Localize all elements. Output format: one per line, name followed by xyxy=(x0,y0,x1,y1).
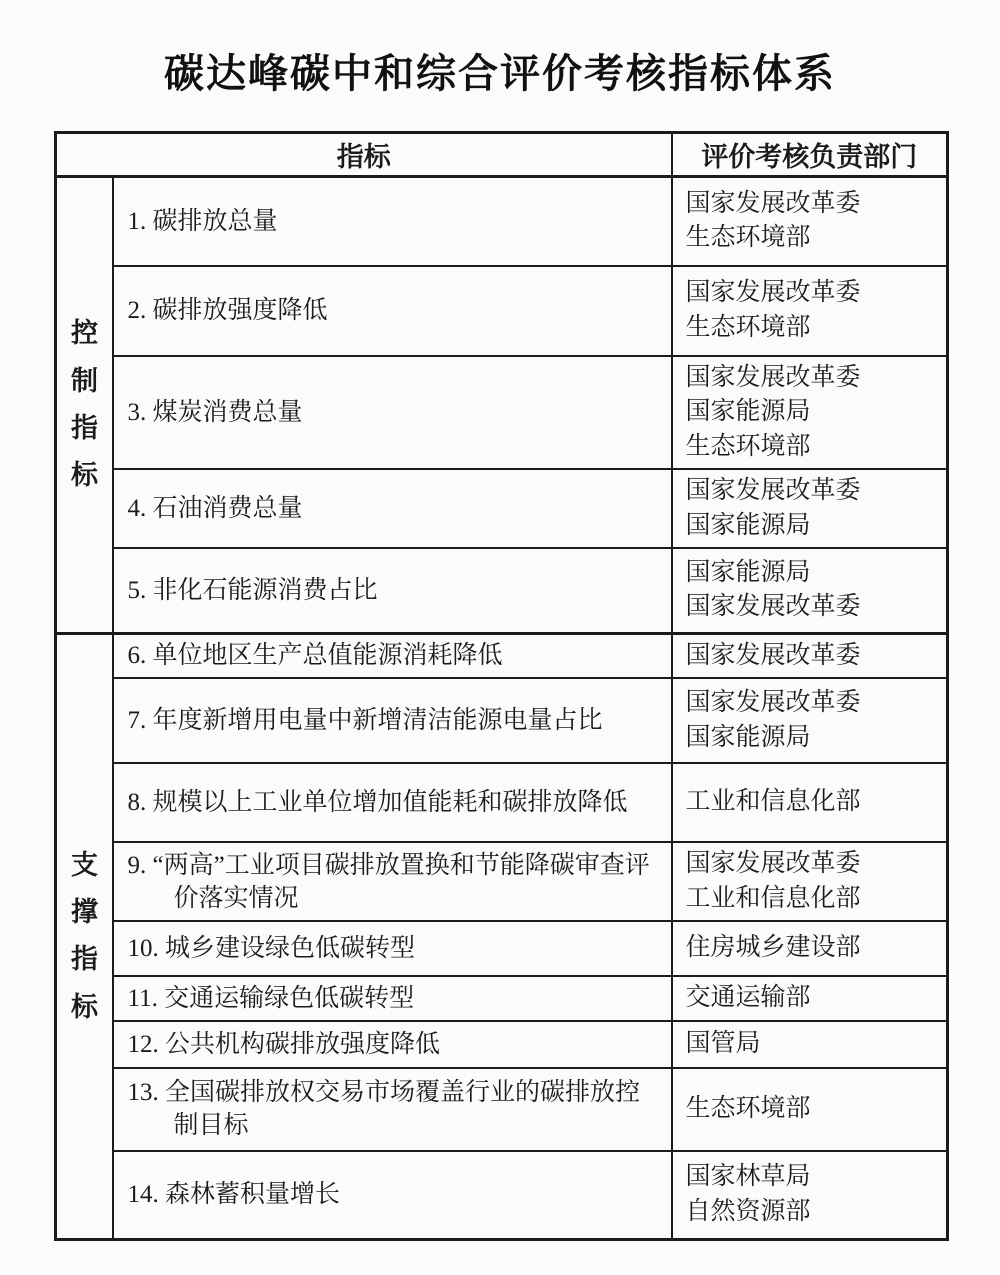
department-line: 国家能源局 xyxy=(685,511,811,539)
department-line: 生态环境部 xyxy=(685,1094,811,1122)
table-row xyxy=(56,469,948,548)
indicator-cell: 11. 交通运输绿色低碳转型 xyxy=(113,976,672,1021)
department-line: 工业和信息化部 xyxy=(685,788,861,816)
department-cell xyxy=(672,356,948,470)
indicator-cell: 3. 煤炭消费总量 xyxy=(113,356,672,470)
department-cell xyxy=(672,678,948,763)
department-line: 国家林草局 xyxy=(685,1163,811,1191)
document-title: 碳达峰碳中和综合评价考核指标体系 xyxy=(164,51,836,96)
table-row xyxy=(56,678,948,763)
department-cell xyxy=(672,633,948,678)
assessment-indicator-table xyxy=(54,131,949,1241)
indicator-cell: 5. 非化石能源消费占比 xyxy=(113,548,672,633)
table-row xyxy=(56,842,948,921)
table-row xyxy=(56,356,948,470)
table-row xyxy=(56,976,948,1021)
department-cell xyxy=(672,1068,948,1151)
department-line: 国家发展改革委 xyxy=(685,850,861,877)
department-line: 国家能源局 xyxy=(685,558,811,586)
department-cell xyxy=(672,548,948,633)
indicator-cell: 8. 规模以上工业单位增加值能耗和碳排放降低 xyxy=(113,763,672,842)
department-line: 国家发展改革委 xyxy=(685,363,861,391)
table-row xyxy=(56,1068,948,1151)
department-cell xyxy=(672,1021,948,1068)
department-line: 交通运输部 xyxy=(685,984,811,1011)
indicator-cell: 9. “两高”工业项目碳排放置换和节能降碳审查评价落实情况 xyxy=(113,842,672,921)
department-cell xyxy=(672,1151,948,1240)
department-line: 国家发展改革委 xyxy=(685,689,861,716)
department-line: 国家发展改革委 xyxy=(685,593,861,621)
indicator-cell: 10. 城乡建设绿色低碳转型 xyxy=(113,921,672,976)
department-cell xyxy=(672,763,948,842)
row-group-label-control: 控制指标 xyxy=(56,177,113,634)
department-line: 国家发展改革委 xyxy=(685,641,861,669)
department-line: 住房城乡建设部 xyxy=(685,934,861,962)
department-line: 国家能源局 xyxy=(685,398,811,425)
row-group-label-support: 支撑指标 xyxy=(56,633,113,1240)
indicator-cell: 6. 单位地区生产总值能源消耗降低 xyxy=(113,633,672,678)
table-row xyxy=(56,1151,948,1240)
department-cell xyxy=(672,842,948,921)
department-cell xyxy=(672,177,948,266)
department-cell xyxy=(672,469,948,548)
table-row xyxy=(56,921,948,976)
department-line: 生态环境部 xyxy=(685,313,811,341)
indicator-cell: 12. 公共机构碳排放强度降低 xyxy=(113,1021,672,1068)
department-line: 自然资源部 xyxy=(685,1197,811,1225)
indicator-cell: 2. 碳排放强度降低 xyxy=(113,266,672,356)
table-row xyxy=(56,266,948,356)
department-line: 国家发展改革委 xyxy=(685,189,861,217)
department-cell xyxy=(672,921,948,976)
table-row xyxy=(56,633,948,678)
column-header-indicator: 指标 xyxy=(56,133,672,177)
table-row xyxy=(56,763,948,842)
table-row xyxy=(56,548,948,633)
indicator-cell: 1. 碳排放总量 xyxy=(113,177,672,266)
department-line: 国家发展改革委 xyxy=(685,477,861,504)
table-row xyxy=(56,177,948,266)
table-row xyxy=(56,1021,948,1068)
indicator-cell: 7. 年度新增用电量中新增清洁能源电量占比 xyxy=(113,678,672,763)
department-line: 生态环境部 xyxy=(685,432,811,460)
department-cell xyxy=(672,266,948,356)
table-header-row xyxy=(56,133,948,177)
department-line: 国管局 xyxy=(685,1029,761,1057)
indicator-cell: 14. 森林蓄积量增长 xyxy=(113,1151,672,1240)
column-header-department: 评价考核负责部门 xyxy=(672,133,948,177)
department-line: 国家能源局 xyxy=(685,723,811,751)
indicator-cell: 13. 全国碳排放权交易市场覆盖行业的碳排放控制目标 xyxy=(113,1068,672,1151)
indicator-cell: 4. 石油消费总量 xyxy=(113,469,672,548)
department-line: 工业和信息化部 xyxy=(685,884,861,912)
department-line: 国家发展改革委 xyxy=(685,279,861,306)
department-line: 生态环境部 xyxy=(685,224,811,252)
department-cell xyxy=(672,976,948,1021)
